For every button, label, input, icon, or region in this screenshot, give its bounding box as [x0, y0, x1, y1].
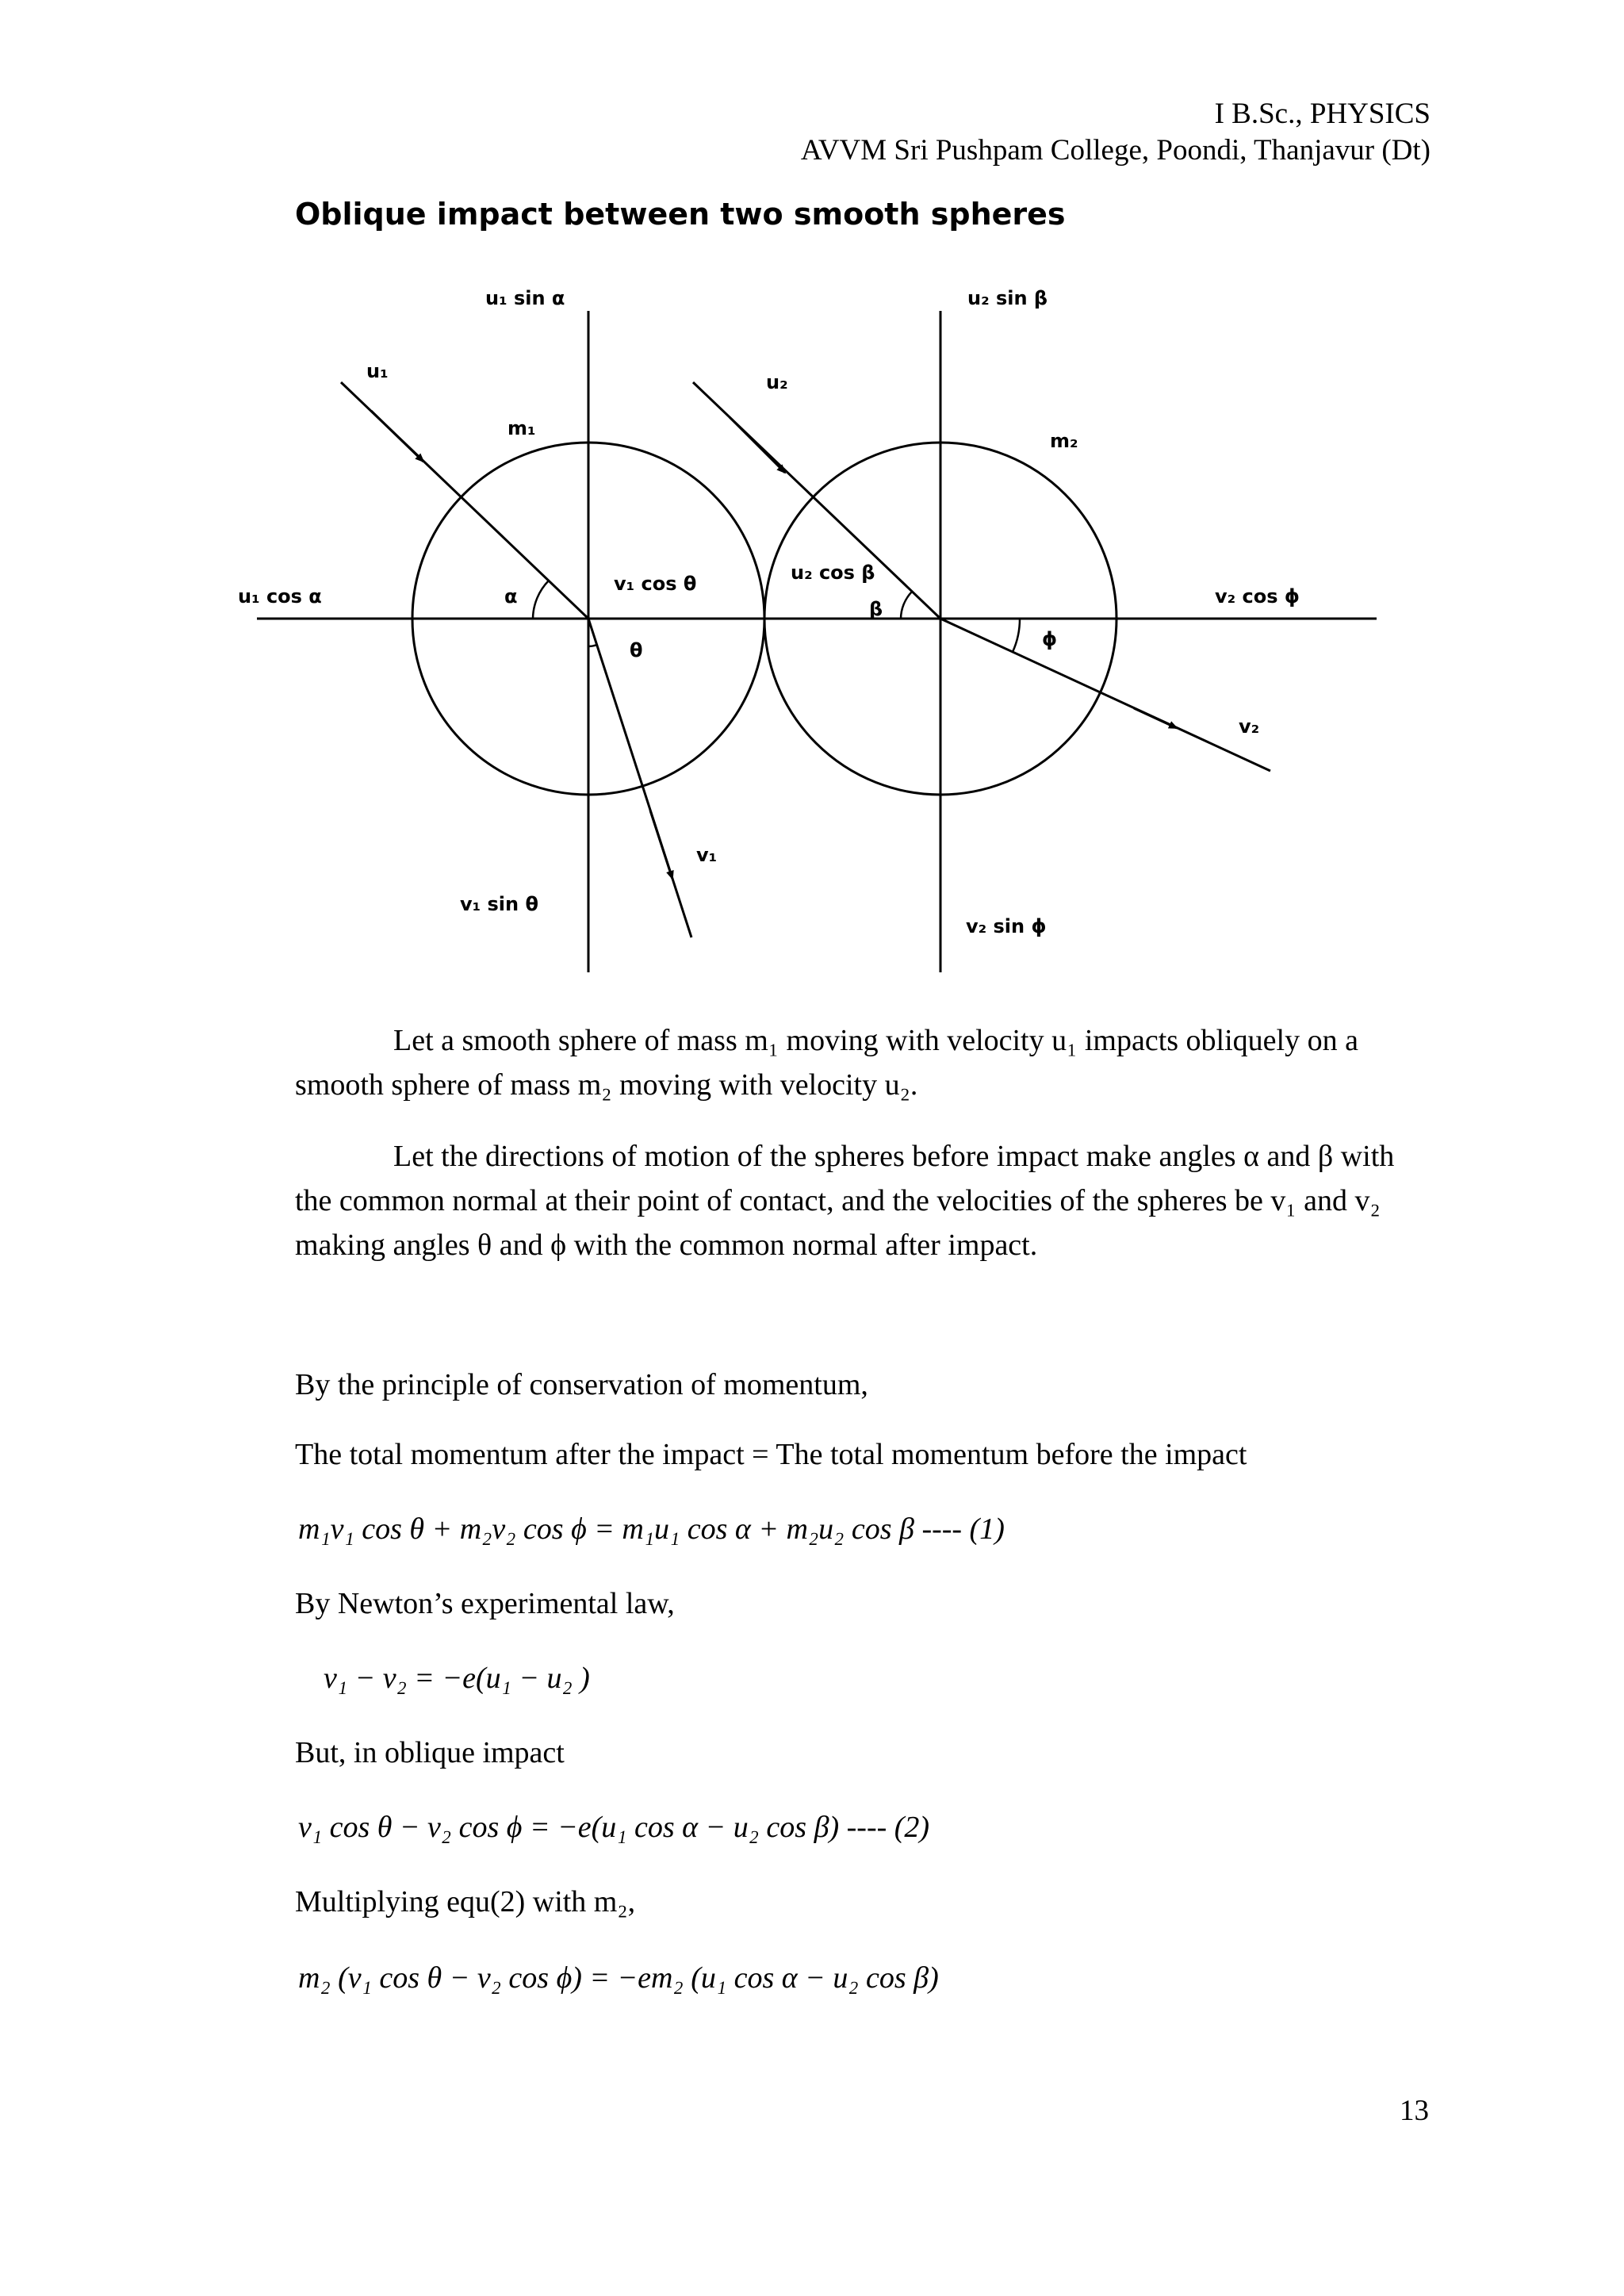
label-u2-sin-beta: u₂ sin β	[967, 287, 1048, 309]
label-v2: v₂	[1239, 715, 1260, 738]
paragraph-angles: Let the directions of motion of the spheres before impact make angles α and β with the common normal at their point of contact, and the velocities of the spheres be v₁ and v₂ making angles θ and ϕ with the common normal after impact.	[295, 1140, 1395, 1262]
phi-angle-arc	[1013, 619, 1020, 652]
section-title: Oblique impact between two smooth spheres	[295, 197, 1066, 232]
paragraph-momentum-principle: By the principle of conservation of momentum,	[295, 1368, 868, 1401]
label-u1: u₁	[366, 360, 389, 382]
equation-1: m₁v₁ cos θ + m₂v₂ cos ϕ = m₁u₁ cos α + m₂u₂ cos β ---- (1)	[298, 1512, 1005, 1546]
u2-arrow	[730, 417, 785, 473]
equation-2: v₁ cos θ − v₂ cos ϕ = −e(u₁ cos α − u₂ cos β) ---- (2)	[298, 1811, 930, 1844]
v1-direction-line	[588, 619, 691, 937]
oblique-impact-diagram	[238, 278, 1396, 976]
label-u1-cos-alpha: u₁ cos α	[238, 585, 322, 608]
label-m1: m₁	[508, 417, 536, 439]
label-v1: v₁	[696, 844, 718, 866]
label-alpha: α	[504, 585, 518, 608]
paragraph-momentum-statement: The total momentum after the impact = The total momentum before the impact	[295, 1438, 1247, 1471]
paragraph-oblique-impact: But, in oblique impact	[295, 1736, 565, 1769]
label-phi: ϕ	[1042, 628, 1058, 650]
equation-3: m₂ (v₁ cos θ − v₂ cos ϕ) = −em₂ (u₁ cos α − u₂ cos β)	[298, 1961, 939, 1995]
label-v2-sin-phi: v₂ sin ϕ	[966, 915, 1047, 937]
label-u2-cos-beta: u₂ cos β	[791, 562, 875, 584]
equation-newton: v₁ − v₂ = −e(u₁ − u₂ )	[324, 1662, 590, 1695]
label-u1-sin-alpha: u₁ sin α	[485, 287, 565, 309]
label-beta: β	[869, 598, 883, 620]
theta-angle-arc	[588, 645, 597, 646]
v2-arrow	[1134, 708, 1177, 728]
label-v1-cos-theta: v₁ cos θ	[614, 573, 697, 595]
page-number: 13	[1400, 2095, 1429, 2127]
paragraph-newton-law: By Newton’s experimental law,	[295, 1587, 675, 1620]
paragraph-multiply: Multiplying equ(2) with m₂,	[295, 1885, 636, 1918]
label-theta: θ	[630, 639, 643, 661]
header-college: AVVM Sri Pushpam College, Poondi, Thanjavur (Dt)	[800, 134, 1431, 167]
paragraph-intro: Let a smooth sphere of mass m₁ moving with velocity u₁ impacts obliquely on a smooth sphere of mass m₂ moving with velocity u₂.	[295, 1024, 1358, 1102]
v2-direction-line	[940, 619, 1270, 771]
header-course: I B.Sc., PHYSICS	[1214, 98, 1431, 130]
v1-arrow	[650, 811, 672, 879]
beta-angle-arc	[901, 592, 912, 619]
label-m2: m₂	[1050, 430, 1078, 452]
label-u2: u₂	[766, 371, 788, 393]
label-v1-sin-theta: v₁ sin θ	[460, 893, 538, 915]
label-v2-cos-phi: v₂ cos ϕ	[1215, 585, 1300, 608]
u1-arrow	[371, 411, 423, 462]
alpha-angle-arc	[533, 581, 549, 619]
